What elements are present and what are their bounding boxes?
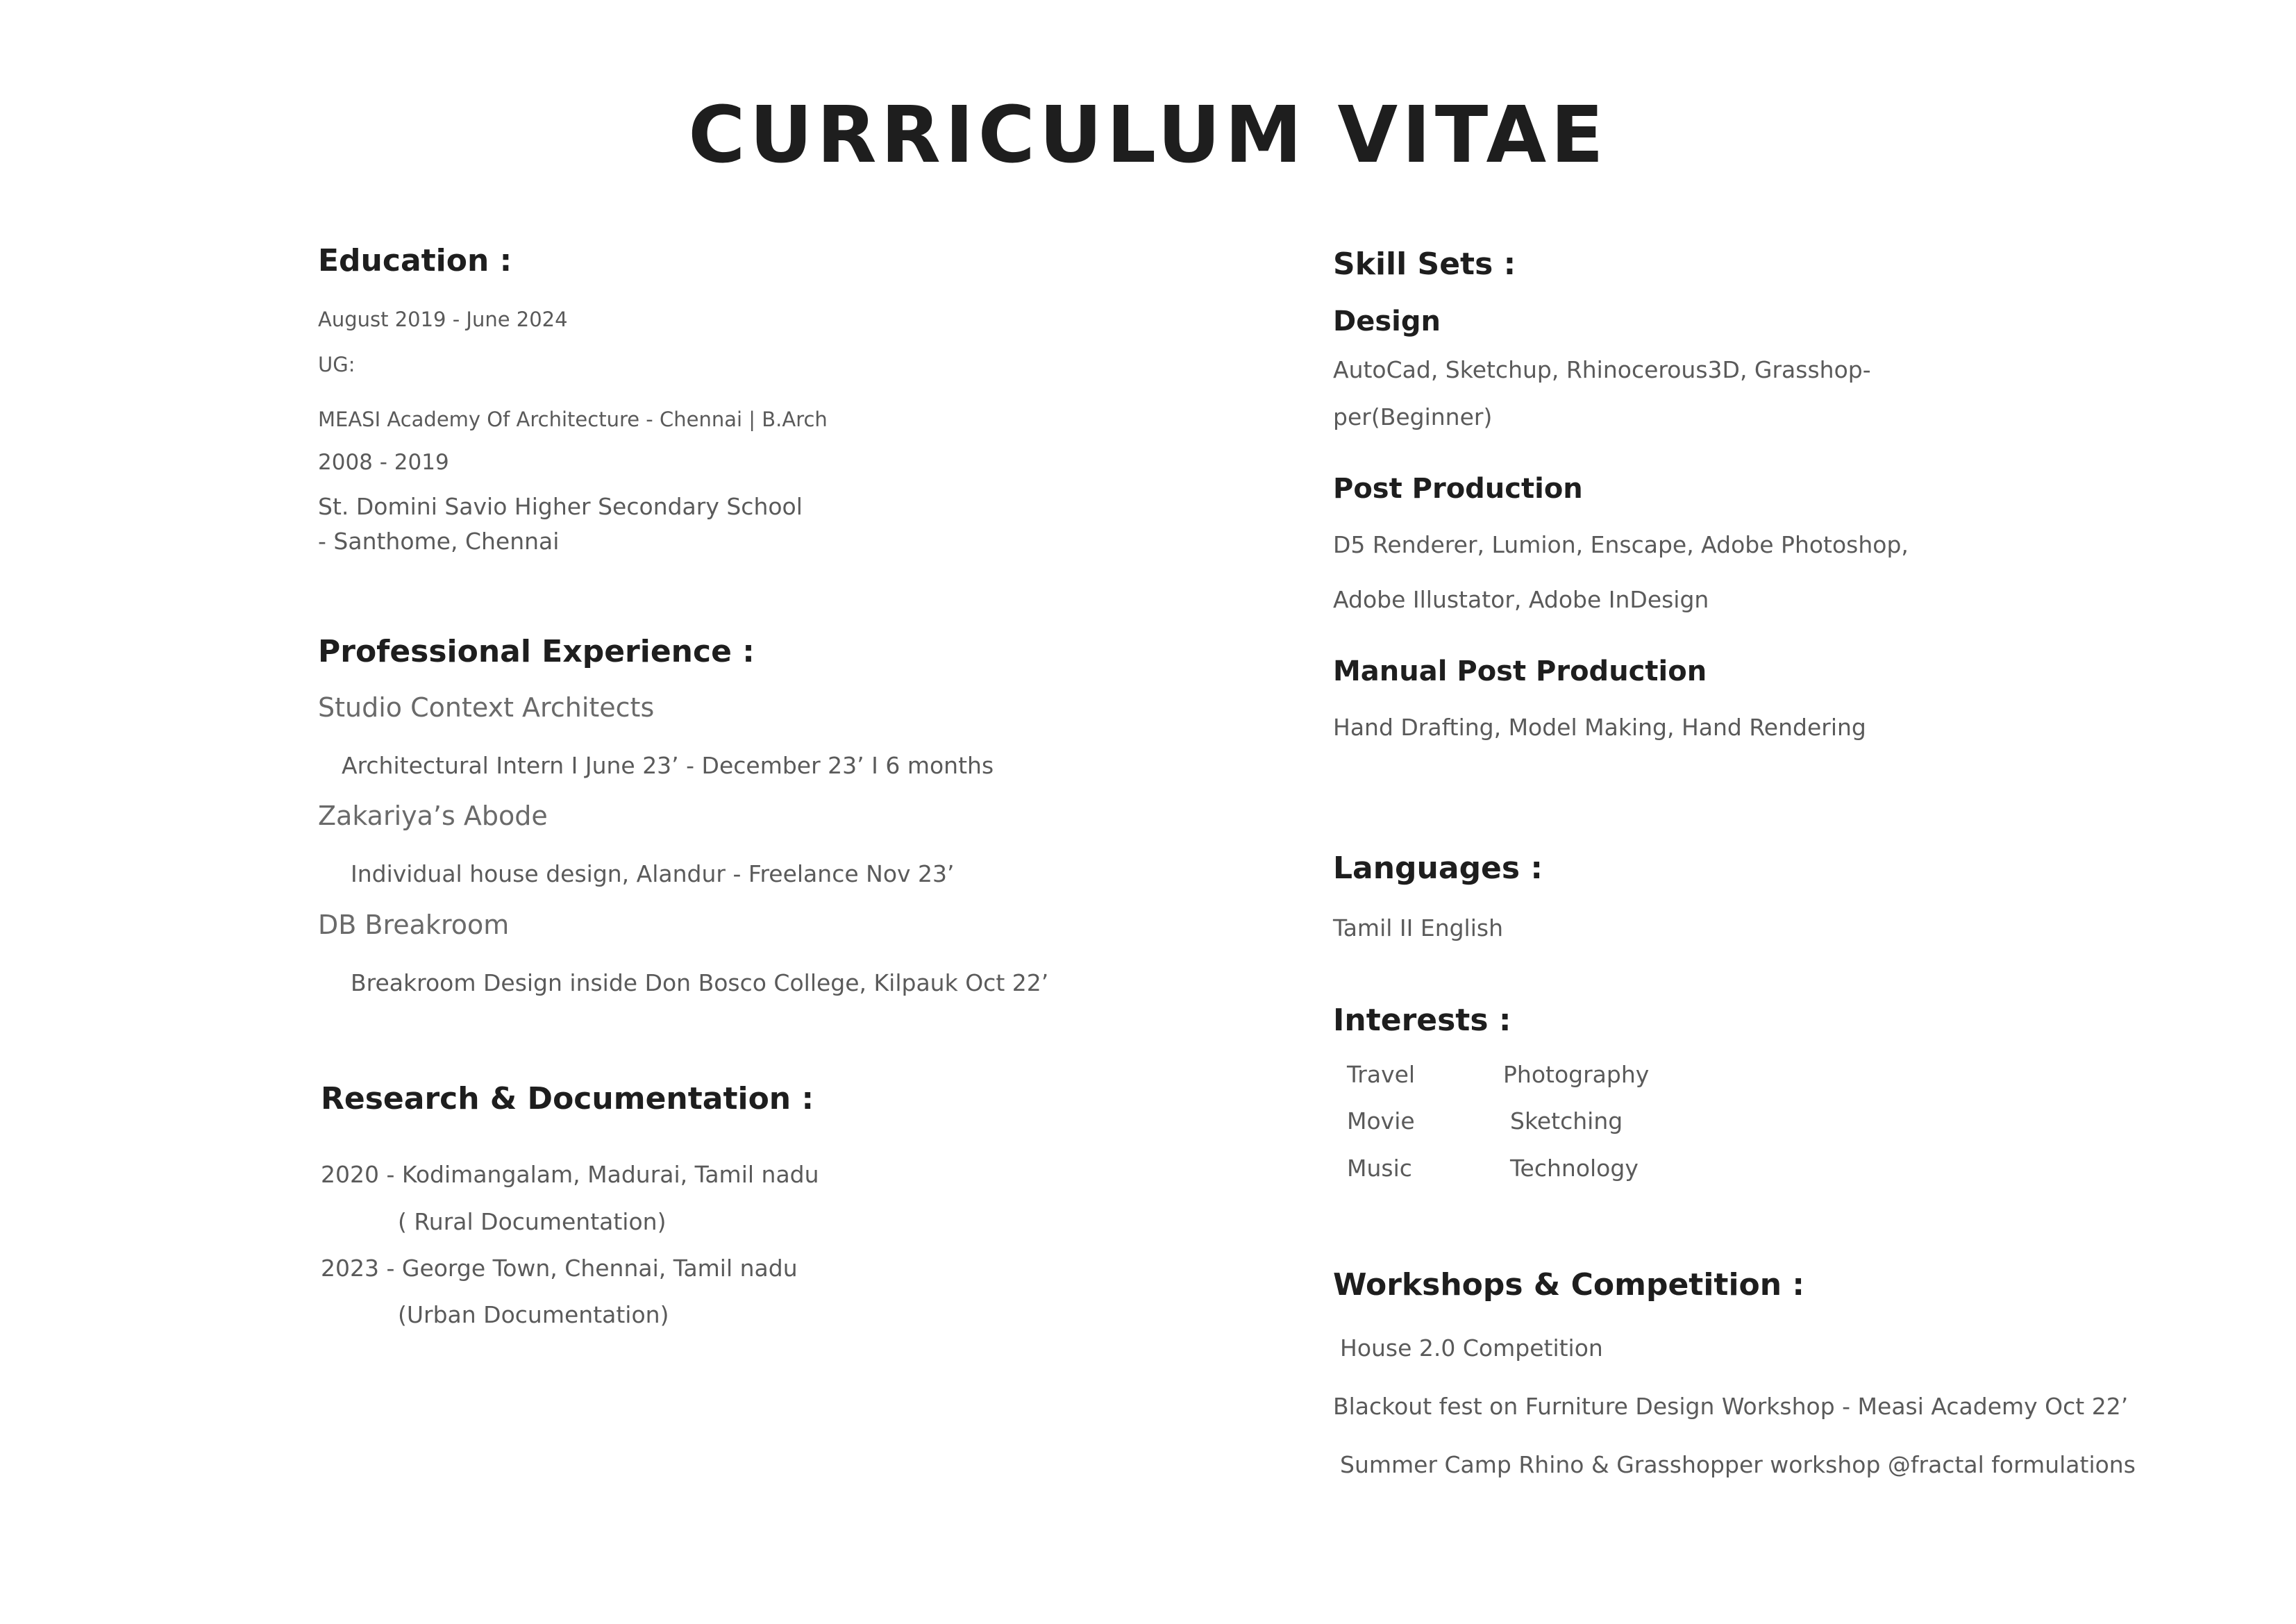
interest-item: Technology <box>1510 1155 1639 1182</box>
interest-item: Photography <box>1503 1061 1650 1088</box>
interest-item: Music <box>1347 1155 1412 1182</box>
research-item: 2020 - Kodimangalam, Madurai, Tamil nadu <box>321 1161 819 1188</box>
design-skills: AutoCad, Sketchup, Rhinocerous3D, Grasshop- <box>1333 356 1871 383</box>
interest-item: Movie <box>1347 1107 1415 1135</box>
design-skills-cont: per(Beginner) <box>1333 403 1493 430</box>
interests-heading: Interests : <box>1333 1003 1511 1038</box>
manual-post-production-heading: Manual Post Production <box>1333 655 1707 687</box>
languages-value: Tamil II English <box>1333 914 1504 941</box>
experience-detail: Individual house design, Alandur - Freelance Nov 23’ <box>351 860 955 887</box>
research-heading: Research & Documentation : <box>321 1081 814 1116</box>
school-name: St. Domini Savio Higher Secondary School <box>318 493 803 520</box>
experience-org: DB Breakroom <box>318 910 510 940</box>
workshop-item: House 2.0 Competition <box>1340 1334 1603 1362</box>
interest-item: Travel <box>1347 1061 1416 1088</box>
skills-heading: Skill Sets : <box>1333 246 1516 282</box>
experience-org: Studio Context Architects <box>318 692 655 723</box>
design-heading: Design <box>1333 305 1441 337</box>
workshop-item: Blackout fest on Furniture Design Workshop - Measi Academy Oct 22’ <box>1333 1393 2129 1420</box>
school-dates: 2008 - 2019 <box>318 450 449 475</box>
post-production-skills-cont: Adobe Illustator, Adobe InDesign <box>1333 586 1709 613</box>
research-item-type: ( Rural Documentation) <box>398 1208 667 1235</box>
research-item-type: (Urban Documentation) <box>398 1301 669 1328</box>
experience-heading: Professional Experience : <box>318 634 755 669</box>
workshops-heading: Workshops & Competition : <box>1333 1267 1804 1303</box>
experience-detail: Breakroom Design inside Don Bosco College, Kilpauk Oct 22’ <box>351 969 1049 996</box>
manual-skills: Hand Drafting, Model Making, Hand Rendering <box>1333 714 1866 741</box>
workshop-item: Summer Camp Rhino & Grasshopper workshop @fractal formulations <box>1340 1451 2136 1478</box>
ug-dates: August 2019 - June 2024 <box>318 308 568 331</box>
post-production-heading: Post Production <box>1333 473 1583 505</box>
interest-item: Sketching <box>1510 1107 1623 1135</box>
ug-school: MEASI Academy Of Architecture - Chennai | B.Arch <box>318 408 828 431</box>
languages-heading: Languages : <box>1333 851 1543 886</box>
education-heading: Education : <box>318 243 512 278</box>
page-title: CURRICULUM VITAE <box>688 90 1608 181</box>
school-location: - Santhome, Chennai <box>318 528 560 555</box>
research-item: 2023 - George Town, Chennai, Tamil nadu <box>321 1255 798 1282</box>
ug-label: UG: <box>318 353 355 376</box>
post-production-skills: D5 Renderer, Lumion, Enscape, Adobe Photoshop, <box>1333 531 1909 558</box>
experience-org: Zakariya’s Abode <box>318 801 548 831</box>
experience-detail: Architectural Intern I June 23’ - December 23’ I 6 months <box>342 752 994 779</box>
